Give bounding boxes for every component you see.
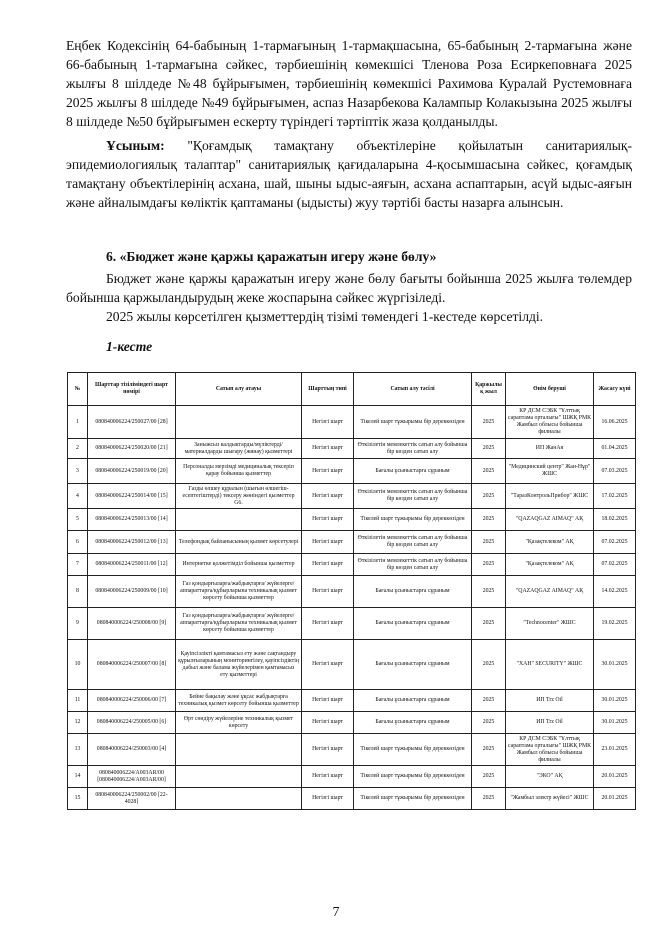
table-cell: Негізгі шарт	[302, 531, 354, 554]
table-cell: КР ДСМ СЭБК "Ұлттық сараптама орталығы" ШЖҚ РМК Жамбыл облысы бойынша филиалы	[506, 406, 594, 439]
table-cell: Бағалы ұсыныстарға сұраным	[354, 712, 472, 734]
table-cell: 2025	[472, 484, 506, 509]
table-cell: КР ДСМ СЭБК "Ұлттық сараптама орталығы" ШЖҚ РМК Жамбыл облысы бойынша филиалы	[506, 734, 594, 766]
table-row	[68, 554, 636, 576]
paragraph-recommendation	[66, 136, 632, 212]
table-cell	[176, 766, 302, 788]
table-cell: "QAZAQGAZ AIMAQ" АҚ	[506, 509, 594, 531]
table-cell: "Жамбыл электр жүйесі" ЖШС	[506, 788, 594, 810]
table-cell: Персоналды мерзімді медициналық тексеріп қарау бойынша қызметтер	[176, 459, 302, 484]
table-row	[68, 640, 636, 690]
table-cell: 2025	[472, 554, 506, 576]
table-cell: 2025	[472, 788, 506, 810]
table-cell	[176, 734, 302, 766]
table-cell: 2025	[472, 406, 506, 439]
table-cell: 080840006224/250005/00 [6]	[88, 712, 176, 734]
table-cell: Негізгі шарт	[302, 608, 354, 640]
table-cell: Негізгі шарт	[302, 554, 354, 576]
table-cell: 9	[68, 608, 88, 640]
table-cell: Газды өлшеу құралын (шығын өлшегіш-есептегіштерді) тексеру жөніндегі қызметтер G6.	[176, 484, 302, 509]
table-cell: Телефондық байланысының қызмет көрсетулері	[176, 531, 302, 554]
table-cell: 13	[68, 734, 88, 766]
table-cell: Негізгі шарт	[302, 712, 354, 734]
table-cell: Негізгі шарт	[302, 459, 354, 484]
table-cell: 2	[68, 439, 88, 459]
table-cell: 2025	[472, 766, 506, 788]
header-cell: Шарттың типі	[302, 373, 354, 406]
table-cell: Өткізілетін мемлекеттік сатып алу бойынша бір көзден сатып алу	[354, 484, 472, 509]
table-cell	[176, 406, 302, 439]
table-cell: 080840006224/250009/00 [10]	[88, 576, 176, 608]
table-cell: 080840006224/250003/00 [4]	[88, 734, 176, 766]
table-cell: Бағалы ұсыныстарға сұраным	[354, 459, 472, 484]
table-cell: ИП Trz Oil	[506, 690, 594, 712]
paragraph-budget: Бюджет және қаржы қаражатын игеру және бөлу бағыты бойынша 2025 жылға төлемдер бойынша қаржыландырудың жеке жоспарына сәйкес жүргізіледі.	[66, 271, 632, 305]
table-cell: Негізгі шарт	[302, 439, 354, 459]
table-cell: 2025	[472, 608, 506, 640]
table-cell: "Қазақтелеком" АҚ	[506, 531, 594, 554]
table-cell: 2025	[472, 640, 506, 690]
table-cell: Негізгі шарт	[302, 509, 354, 531]
table-cell: 080840006224/250027/00 [28]	[88, 406, 176, 439]
table-cell: 23.01.2025	[594, 734, 636, 766]
table-cell: 7	[68, 554, 88, 576]
header-cell: №	[68, 373, 88, 406]
table-cell	[176, 788, 302, 810]
table-cell: 20.01.2025	[594, 766, 636, 788]
page-number: 7	[332, 905, 340, 920]
table-cell: 2025	[472, 576, 506, 608]
table-cell: 01.04.2025	[594, 439, 636, 459]
table-caption: 1-кесте	[106, 339, 153, 354]
table-cell: "Қазақтелеком" АҚ	[506, 554, 594, 576]
table-cell: ИП ЖанАя	[506, 439, 594, 459]
table-row	[68, 608, 636, 640]
table-cell: Өрт сөндіру жүйелеріне техникалық қызмет көрсету	[176, 712, 302, 734]
table-cell: 080840006224/250020/00 [21]	[88, 439, 176, 459]
table-cell: 30.01.2025	[594, 640, 636, 690]
table-cell: 080840006224/250013/00 [14]	[88, 509, 176, 531]
table-cell: 080840006224/250019/00 [20]	[88, 459, 176, 484]
table-cell: 2025	[472, 439, 506, 459]
table-cell: 17.02.2025	[594, 484, 636, 509]
header-cell: Өнім беруші	[506, 373, 594, 406]
table-cell: 2025	[472, 459, 506, 484]
table-cell: 080840006224/250011/00 [12]	[88, 554, 176, 576]
table-cell: 2025	[472, 509, 506, 531]
table-row	[68, 439, 636, 459]
table-cell: 12	[68, 712, 88, 734]
table-cell: Бағалы ұсыныстарға сұраным	[354, 640, 472, 690]
table-cell: Тікелей шарт тұжырымы бір дереккөзіден	[354, 766, 472, 788]
services-table	[67, 372, 636, 810]
recommendation-text: "Қоғамдық тамақтану объектілеріне қойылатын санитариялық-эпидемиологиялық талаптар" санитариялық қағидаларына 4-қосымшасына сәйкес, қоғамдық тамақтану объектілерінің асхана, шай, шыны ыдыс-аяғын, асхана аспаптарын, асүй ыдыс-аяғын және айналымдағы көліктік қаптаманы (ыдысты) жуу тәртібі басты назарға алынсын.	[66, 138, 632, 210]
table-cell: "ХАН" SECURITY" ЖШС	[506, 640, 594, 690]
table-cell: Бағалы ұсыныстарға сұраным	[354, 576, 472, 608]
table-row	[68, 484, 636, 509]
table-cell: Негізгі шарт	[302, 484, 354, 509]
table-cell: 30.01.2025	[594, 690, 636, 712]
paragraph-disciplinary: Еңбек Кодексінің 64-бабының 1-тармағының 1-тармақшасына, 65-бабының 2-тармағына және 66-бабының 1-тармағына сәйкес, тәрбиешінің көмекшісі Тленова Роза Есиркеповнаға 2025 жылғы 8 шілдеде №48 бұйрығымен, тәрбиешінің көмекшісі Рахимова Куралай Рустемовнаға 2025 жылғы 8 шілдеде №49 бұйрығымен, аспаз Назарбекова Калампыр Колакызына 2025 жылғы 8 шілдеде №50 бұйрығымен ескерту түріндегі тәртіптік жаза қолданылды.	[66, 38, 632, 129]
table-cell: 30.01.2025	[594, 712, 636, 734]
table-cell: "ТаразКонтрольПрибор" ЖШС	[506, 484, 594, 509]
table-cell: Негізгі шарт	[302, 640, 354, 690]
table-cell: 07.03.2025	[594, 459, 636, 484]
table-cell: "ЭКО" АҚ	[506, 766, 594, 788]
header-cell: Шарттар тізіліміндегі шарт нөмірі	[88, 373, 176, 406]
table-cell: 080840006224/250007/00 [8]	[88, 640, 176, 690]
table-cell: Тікелей шарт тұжырымы бір дереккөзіден	[354, 734, 472, 766]
table-cell: "Technocenter" ЖШС	[506, 608, 594, 640]
table-row	[68, 576, 636, 608]
table-cell: 5	[68, 509, 88, 531]
table-cell: 3	[68, 459, 88, 484]
table-cell: 10	[68, 640, 88, 690]
table-cell: 16.06.2025	[594, 406, 636, 439]
table-cell	[176, 509, 302, 531]
table-cell: Тікелей шарт тұжырымы бір дереккөзіден	[354, 509, 472, 531]
table-cell: 080840006224/250008/00 [9]	[88, 608, 176, 640]
table-cell: 07.02.2025	[594, 531, 636, 554]
section-heading: 6. «Бюджет және қаржы қаражатын игеру және бөлу»	[106, 249, 437, 264]
table-cell: Интернетке қолжетімділ бойынша қызметтер	[176, 554, 302, 576]
table-cell: Өткізілетін мемлекеттік сатып алу бойынша бір көзден сатып алу	[354, 439, 472, 459]
table-cell: "QAZAQGAZ AIMAQ" АҚ	[506, 576, 594, 608]
table-cell: 14.02.2025	[594, 576, 636, 608]
table-cell: Газ қондырғыларға/жабдықтарға/ жүйелерге/аппараттарға/құбырларына техникалық қызмет көрсету бойынша қызметтер	[176, 608, 302, 640]
table-row	[68, 766, 636, 788]
table-cell: "Медицинский центр" Жан-Нұр" ЖШС	[506, 459, 594, 484]
table-cell: 1	[68, 406, 88, 439]
table-cell: 2025	[472, 531, 506, 554]
table-cell: 080840006224/250002/00 [22-4028]	[88, 788, 176, 810]
table-row	[68, 734, 636, 766]
table-cell: 2025	[472, 690, 506, 712]
table-cell: 19.02.2025	[594, 608, 636, 640]
table-cell: Тікелей шарт тұжырымы бір дереккөзіден	[354, 406, 472, 439]
table-cell: 11	[68, 690, 88, 712]
table-cell: 080840006224/250014/00 [15]	[88, 484, 176, 509]
table-cell: Негізгі шарт	[302, 788, 354, 810]
header-cell: Қаржылық жыл	[472, 373, 506, 406]
table-cell: 6	[68, 531, 88, 554]
table-cell: Негізгі шарт	[302, 734, 354, 766]
table-cell: Негізгі шарт	[302, 690, 354, 712]
table-header-row	[68, 373, 636, 406]
table-row	[68, 509, 636, 531]
table-cell: 8	[68, 576, 88, 608]
table-row	[68, 459, 636, 484]
header-cell: Жасасу күні	[594, 373, 636, 406]
table-cell: 07.02.2025	[594, 554, 636, 576]
table-cell: Газ қондырғыларға/жабдықтарға/ жүйелерге/аппараттарға/құбырларына техникалық қызмет көрсету бойынша қызметтер	[176, 576, 302, 608]
table-cell: Бағалы ұсыныстарға сұраным	[354, 690, 472, 712]
table-cell: Қауіпсізлікті қамтамасыз ету және сақтандыру құрылғыларының мониторингілеу, қауіпсіздіктің дабыл және балама жүйелерімен қамтамасыз ету қызметтері	[176, 640, 302, 690]
table-cell: Өткізілетін мемлекеттік сатып алу бойынша бір көзден сатып алу	[354, 554, 472, 576]
table-cell: 2025	[472, 712, 506, 734]
table-cell: 15	[68, 788, 88, 810]
table-row	[68, 406, 636, 439]
table-cell: 080840006224/250012/00 [13]	[88, 531, 176, 554]
table-cell: 2025	[472, 734, 506, 766]
header-cell: Сатып алу тәсілі	[354, 373, 472, 406]
table-cell: 14	[68, 766, 88, 788]
table-cell: ИП Trz Oil	[506, 712, 594, 734]
table-cell: Өткізілетін мемлекеттік сатып алу бойынша бір көзден сатып алу	[354, 531, 472, 554]
table-cell: Негізгі шарт	[302, 576, 354, 608]
table-cell: Заныжсыз калдыктарды/мүліктерді/ материалдарды шығару (жинау) қызметтері	[176, 439, 302, 459]
table-cell: 20.01.2025	[594, 788, 636, 810]
table-row	[68, 690, 636, 712]
table-cell: 18.02.2025	[594, 509, 636, 531]
table-cell: 080840006224/А003АR/00 [080840006224/А003АR/00]	[88, 766, 176, 788]
table-cell: 080840006224/250006/00 [7]	[88, 690, 176, 712]
table-cell: Бейне бақылау және ұқсас жабдықтарға техникалық қызмет көрсету бойынша қызметтер	[176, 690, 302, 712]
table-cell: Тікелей шарт тұжырымы бір дереккөзіден	[354, 788, 472, 810]
table-row	[68, 788, 636, 810]
paragraph-table-intro: 2025 жылы көрсетілген қызметтердің тізімі төмендегі 1-кестеде көрсетілді.	[106, 309, 544, 324]
table-cell: Бағалы ұсыныстарға сұраным	[354, 608, 472, 640]
header-cell: Сатып алу атауы	[176, 373, 302, 406]
table-cell: Негізгі шарт	[302, 406, 354, 439]
table-cell: 4	[68, 484, 88, 509]
table-row	[68, 531, 636, 554]
table-row	[68, 712, 636, 734]
recommendation-label: Ұсыным:	[106, 138, 165, 153]
table-cell: Негізгі шарт	[302, 766, 354, 788]
